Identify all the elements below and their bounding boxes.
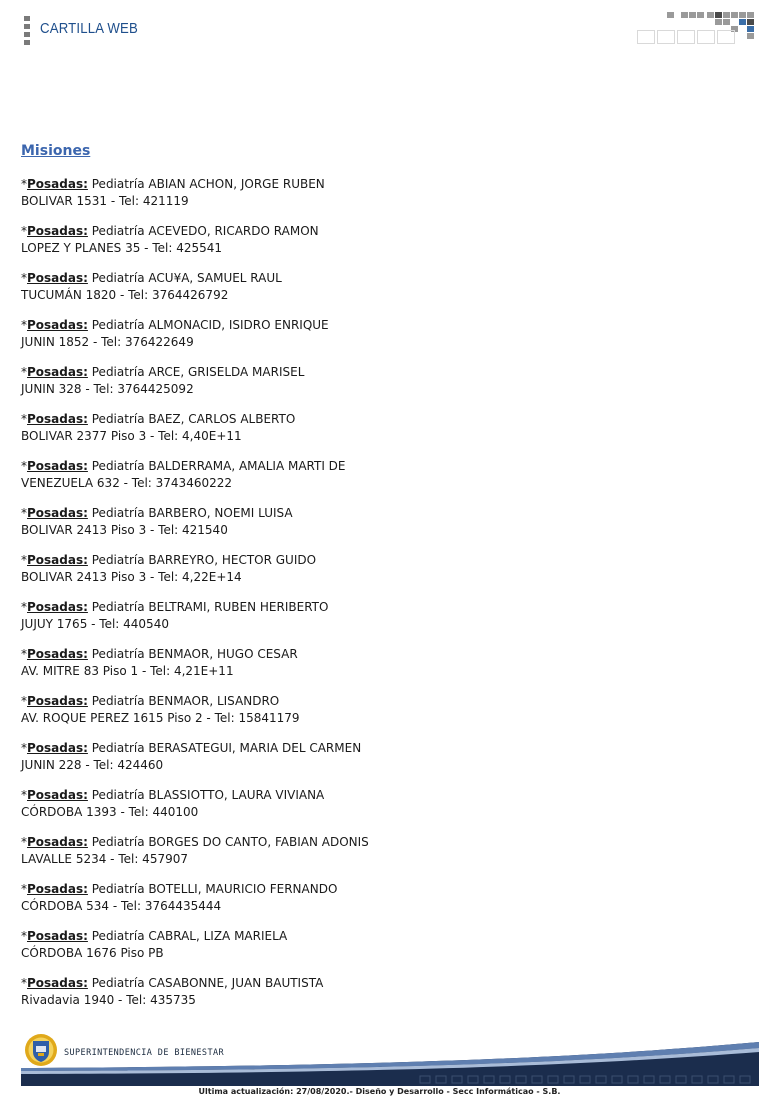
institution-seal-icon (24, 1032, 58, 1068)
provider-line (21, 975, 721, 992)
provider-name: ARCE, GRISELDA MARISEL (148, 365, 305, 379)
entry-specialty: Pediatría (91, 553, 145, 567)
provider-entry (21, 975, 721, 1022)
provider-name: ACEVEDO, RICARDO RAMON (148, 224, 319, 238)
provider-name: BLASSIOTTO, LAURA VIVIANA (148, 788, 325, 802)
entry-city: Posadas: (27, 224, 88, 238)
provider-entry (21, 411, 721, 458)
provider-name: BARBERO, NOEMI LUISA (148, 506, 293, 520)
entry-specialty: Pediatría (91, 318, 145, 332)
last-update-notice: Ultima actualización: 27/08/2020.- Diseño y Desarrollo - Secc Informáticao - S.B. (198, 1087, 561, 1096)
entry-bullet: * (21, 553, 27, 567)
provider-address: CÓRDOBA 534 - Tel: 3764435444 (21, 899, 222, 913)
entry-city: Posadas: (27, 788, 88, 802)
provider-entry (21, 787, 721, 834)
page-header (0, 0, 759, 60)
provider-line (21, 411, 721, 428)
entry-bullet: * (21, 694, 27, 708)
entry-bullet: * (21, 600, 27, 614)
entry-city: Posadas: (27, 553, 88, 567)
provider-address: JUNIN 328 - Tel: 3764425092 (21, 382, 194, 396)
provider-line (21, 787, 721, 804)
entry-city: Posadas: (27, 459, 88, 473)
entry-city: Posadas: (27, 741, 88, 755)
provider-name: CASABONNE, JUAN BAUTISTA (148, 976, 324, 990)
provider-line (21, 693, 721, 710)
provider-name: BOTELLI, MAURICIO FERNANDO (148, 882, 338, 896)
provider-name: ALMONACID, ISIDRO ENRIQUE (148, 318, 329, 332)
provider-address: BOLIVAR 2413 Piso 3 - Tel: 421540 (21, 523, 228, 537)
header-grid-decoration (637, 12, 759, 48)
provider-address: CÓRDOBA 1393 - Tel: 440100 (21, 805, 199, 819)
provider-entry (21, 599, 721, 646)
entry-specialty: Pediatría (91, 788, 145, 802)
entry-specialty: Pediatría (91, 694, 145, 708)
entry-specialty: Pediatría (91, 741, 145, 755)
provider-entry (21, 552, 721, 599)
entry-bullet: * (21, 882, 27, 896)
provider-entry (21, 458, 721, 505)
provider-entry (21, 317, 721, 364)
provider-entry (21, 223, 721, 270)
provider-line (21, 740, 721, 757)
entry-bullet: * (21, 741, 27, 755)
entry-specialty: Pediatría (91, 929, 145, 943)
entry-specialty: Pediatría (91, 976, 145, 990)
provider-address: BOLIVAR 2413 Piso 3 - Tel: 4,22E+14 (21, 570, 242, 584)
entry-city: Posadas: (27, 976, 88, 990)
entry-specialty: Pediatría (91, 882, 145, 896)
provider-line (21, 364, 721, 381)
region-heading[interactable]: Misiones (21, 143, 91, 159)
provider-address: JUJUY 1765 - Tel: 440540 (21, 617, 169, 631)
organization-name: SUPERINTENDENCIA DE BIENESTAR (64, 1048, 225, 1058)
entry-city: Posadas: (27, 929, 88, 943)
entry-specialty: Pediatría (91, 271, 145, 285)
provider-name: BERASATEGUI, MARIA DEL CARMEN (148, 741, 362, 755)
entry-city: Posadas: (27, 647, 88, 661)
provider-entry (21, 881, 721, 928)
entry-bullet: * (21, 788, 27, 802)
entry-bullet: * (21, 929, 27, 943)
provider-line (21, 270, 721, 287)
entry-bullet: * (21, 365, 27, 379)
provider-address: AV. ROQUE PEREZ 1615 Piso 2 - Tel: 15841179 (21, 711, 300, 725)
entry-bullet: * (21, 976, 27, 990)
provider-address: TUCUMÁN 1820 - Tel: 3764426792 (21, 288, 229, 302)
page-footer (0, 1030, 759, 1101)
provider-address: JUNIN 228 - Tel: 424460 (21, 758, 164, 772)
provider-name: ABIAN ACHON, JORGE RUBEN (148, 177, 325, 191)
entry-specialty: Pediatría (91, 177, 145, 191)
entry-bullet: * (21, 318, 27, 332)
provider-line (21, 928, 721, 945)
provider-address: VENEZUELA 632 - Tel: 3743460222 (21, 476, 232, 490)
provider-entry (21, 176, 721, 223)
provider-name: BENMAOR, LISANDRO (148, 694, 280, 708)
provider-name: BARREYRO, HECTOR GUIDO (148, 553, 317, 567)
provider-address: BOLIVAR 1531 - Tel: 421119 (21, 194, 189, 208)
page-title: CARTILLA WEB (40, 20, 138, 37)
entry-city: Posadas: (27, 177, 88, 191)
provider-name: BELTRAMI, RUBEN HERIBERTO (148, 600, 329, 614)
entry-bullet: * (21, 177, 27, 191)
provider-line (21, 223, 721, 240)
provider-entry (21, 270, 721, 317)
entry-city: Posadas: (27, 506, 88, 520)
entry-specialty: Pediatría (91, 647, 145, 661)
entry-bullet: * (21, 506, 27, 520)
provider-line (21, 176, 721, 193)
entry-bullet: * (21, 647, 27, 661)
provider-name: ACU¥A, SAMUEL RAUL (148, 271, 282, 285)
entry-specialty: Pediatría (91, 459, 145, 473)
provider-entry (21, 740, 721, 787)
entry-bullet: * (21, 271, 27, 285)
provider-name: BAEZ, CARLOS ALBERTO (148, 412, 296, 426)
provider-line (21, 317, 721, 334)
entry-specialty: Pediatría (91, 506, 145, 520)
provider-address: JUNIN 1852 - Tel: 376422649 (21, 335, 194, 349)
provider-name: BORGES DO CANTO, FABIAN ADONIS (148, 835, 369, 849)
provider-address: AV. MITRE 83 Piso 1 - Tel: 4,21E+11 (21, 664, 234, 678)
provider-entry (21, 364, 721, 411)
entry-specialty: Pediatría (91, 224, 145, 238)
entry-city: Posadas: (27, 412, 88, 426)
provider-entry (21, 834, 721, 881)
entry-specialty: Pediatría (91, 365, 145, 379)
provider-line (21, 599, 721, 616)
entry-specialty: Pediatría (91, 412, 145, 426)
provider-address: Rivadavia 1940 - Tel: 435735 (21, 993, 196, 1007)
provider-list (21, 176, 721, 1022)
entry-bullet: * (21, 224, 27, 238)
entry-city: Posadas: (27, 271, 88, 285)
entry-bullet: * (21, 459, 27, 473)
provider-line (21, 505, 721, 522)
provider-line (21, 881, 721, 898)
entry-city: Posadas: (27, 600, 88, 614)
provider-line (21, 458, 721, 475)
entry-bullet: * (21, 835, 27, 849)
provider-entry (21, 693, 721, 740)
footer-banner (0, 1030, 759, 1087)
provider-line (21, 646, 721, 663)
provider-address: CÓRDOBA 1676 Piso PB (21, 946, 164, 960)
provider-entry (21, 646, 721, 693)
provider-name: BALDERRAMA, AMALIA MARTI DE (148, 459, 346, 473)
entry-city: Posadas: (27, 365, 88, 379)
header-bar-decoration (24, 16, 30, 46)
entry-city: Posadas: (27, 882, 88, 896)
provider-entry (21, 505, 721, 552)
provider-address: BOLIVAR 2377 Piso 3 - Tel: 4,40E+11 (21, 429, 242, 443)
provider-name: CABRAL, LIZA MARIELA (148, 929, 288, 943)
entry-city: Posadas: (27, 835, 88, 849)
entry-bullet: * (21, 412, 27, 426)
provider-address: LAVALLE 5234 - Tel: 457907 (21, 852, 188, 866)
provider-name: BENMAOR, HUGO CESAR (148, 647, 298, 661)
provider-line (21, 552, 721, 569)
provider-entry (21, 928, 721, 975)
provider-line (21, 834, 721, 851)
entry-specialty: Pediatría (91, 835, 145, 849)
entry-specialty: Pediatría (91, 600, 145, 614)
entry-city: Posadas: (27, 318, 88, 332)
entry-city: Posadas: (27, 694, 88, 708)
provider-address: LOPEZ Y PLANES 35 - Tel: 425541 (21, 241, 222, 255)
